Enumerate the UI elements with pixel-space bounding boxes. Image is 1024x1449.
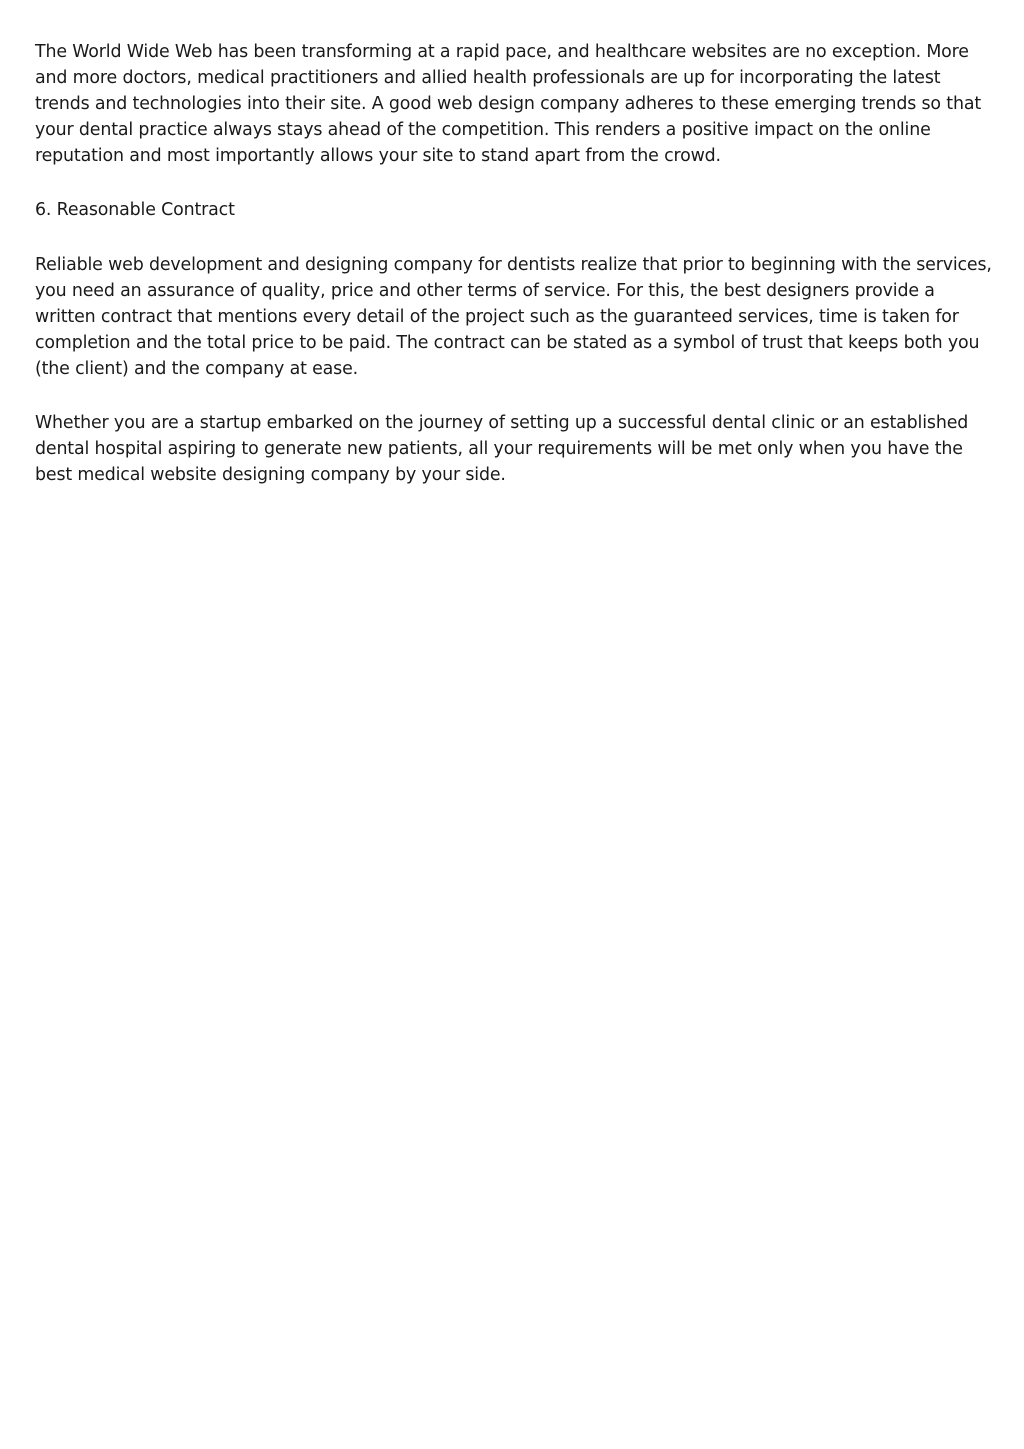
document-page [35,39,995,516]
section-heading-reasonable-contract: 6. Reasonable Contract [35,200,235,220]
paragraph-web-trends: The World Wide Web has been transforming at a rapid pace, and healthcare websites are no exception. More and more doctors, medical practitioners and allied health professionals are up for incorporating the latest trends and technologies into their site. A good web design company adheres to these emerging trends so that your dental practice always stays ahead of the competition. This renders a positive impact on the online reputation and most importantly allows your site to stand apart from the crowd. [35,42,981,166]
paragraph-contract: Reliable web development and designing company for dentists realize that prior to beginning with the services, you need an assurance of quality, price and other terms of service. For this, the best designers provide a written contract that mentions every detail of the project such as the guaranteed services, time is taken for completion and the total price to be paid. The contract can be stated as a symbol of trust that keeps both you (the client) and the company at ease. [35,255,992,379]
paragraph-conclusion: Whether you are a startup embarked on the journey of setting up a successful dental clinic or an established dental hospital aspiring to generate new patients, all your requirements will be met only when you have the best medical website designing company by your side. [35,413,969,485]
